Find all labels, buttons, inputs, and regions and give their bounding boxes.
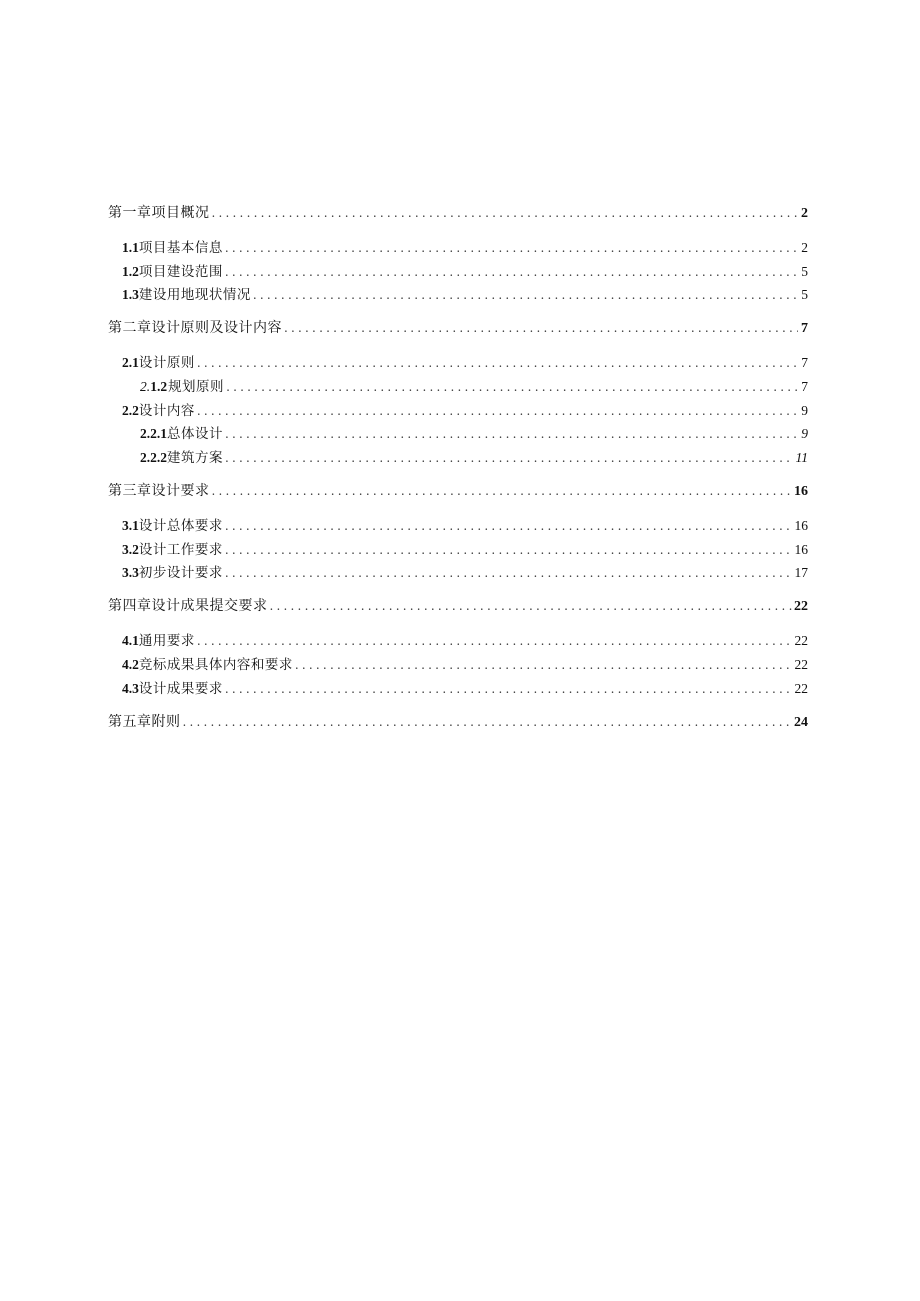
toc-entry-title: 设计工作要求 — [138, 541, 223, 558]
dot-leader — [225, 515, 793, 539]
dot-leader — [225, 423, 798, 447]
toc-entry-number: 2.2.1 — [140, 426, 167, 442]
toc-entry-page: 16 — [794, 541, 808, 557]
toc-entry-title: 初步设计要求 — [138, 565, 223, 582]
toc-entry-number: 2.1 — [122, 355, 139, 371]
toc-entry-page: 7 — [801, 379, 808, 395]
dot-leader — [197, 630, 793, 654]
toc-entry-title: 规划原则 — [168, 379, 225, 396]
toc-entry-title: 设计原则 — [138, 355, 195, 372]
toc-entry-title: 设计成果要求 — [138, 680, 223, 697]
toc-entry-number: 1.1 — [122, 240, 139, 256]
toc-entry-number: 4.1 — [122, 633, 139, 649]
dot-leader — [183, 711, 793, 735]
toc-entry-title: 建设用地现状情况 — [138, 287, 251, 304]
toc-section-2-2[interactable] — [108, 399, 808, 423]
toc-entry-title: 设计总体要求 — [138, 518, 223, 535]
toc-section-1-1[interactable] — [108, 236, 808, 260]
toc-entry-page: 5 — [801, 263, 808, 279]
toc-section-2-2-2[interactable] — [108, 446, 808, 470]
dot-leader — [197, 400, 798, 424]
toc-entry-title: 总体设计 — [167, 426, 223, 443]
toc-entry-title: 设计内容 — [138, 402, 195, 419]
toc-entry-title: 第五章附则 — [108, 713, 181, 730]
dot-leader — [225, 237, 798, 261]
toc-entry-number: 2.2 — [122, 402, 139, 418]
toc-chapter-2[interactable] — [108, 317, 808, 341]
toc-entry-page: 22 — [794, 657, 808, 672]
toc-entry-number: 3.3 — [122, 565, 139, 581]
toc-section-3-3[interactable] — [108, 561, 808, 585]
toc-entry-number: 4.2 — [122, 657, 139, 672]
toc-entry-page: 22 — [794, 599, 808, 615]
toc-entry-number: 1.3 — [122, 287, 139, 303]
toc-entry-page: 2 — [801, 240, 808, 256]
toc-chapter-3[interactable] — [108, 480, 808, 504]
toc-entry-number: 3.1 — [122, 518, 139, 534]
dot-leader — [225, 678, 793, 702]
toc-entry-page: 2 — [801, 206, 808, 221]
toc-section-2-2-1[interactable] — [108, 422, 808, 446]
toc-chapter-1[interactable] — [108, 202, 808, 226]
dot-leader — [225, 539, 793, 563]
toc-section-2-1-2[interactable] — [108, 375, 808, 399]
toc-entry-page: 16 — [794, 518, 808, 534]
toc-chapter-4[interactable] — [108, 595, 808, 619]
toc-entry-number: 3.2 — [122, 541, 139, 557]
dot-leader — [225, 447, 794, 471]
toc-section-4-1[interactable] — [108, 629, 808, 653]
toc-entry-page: 7 — [801, 321, 808, 337]
toc-entry-page: 17 — [794, 565, 808, 581]
dot-leader — [295, 654, 793, 678]
toc-entry-subnumber: 1.2 — [150, 379, 168, 395]
toc-entry-number: 2. — [140, 379, 151, 395]
toc-entry-page: 9 — [801, 402, 808, 418]
toc-section-3-2[interactable] — [108, 538, 808, 562]
toc-entry-title: 第二章设计原则及设计内容 — [108, 320, 282, 337]
toc-entry-page: 16 — [794, 483, 808, 499]
toc-entry-title: 建筑方案 — [167, 449, 223, 466]
toc-entry-title: 竞标成果具体内容和要求 — [138, 657, 293, 673]
dot-leader — [270, 595, 793, 619]
toc-entry-title: 第三章设计要求 — [108, 482, 210, 499]
toc-section-4-3[interactable] — [108, 677, 808, 701]
dot-leader — [226, 376, 798, 400]
toc-entry-number: 2.2.2 — [140, 449, 167, 465]
dot-leader — [225, 261, 798, 285]
dot-leader — [212, 202, 799, 226]
dot-leader — [225, 562, 793, 586]
toc-entry-page: 11 — [795, 449, 808, 465]
toc-section-4-2[interactable] — [108, 653, 808, 677]
toc-entry-page: 5 — [801, 287, 808, 303]
dot-leader — [253, 284, 798, 308]
dot-leader — [284, 317, 798, 341]
dot-leader — [212, 480, 793, 504]
toc-section-1-3[interactable] — [108, 283, 808, 307]
toc-entry-title: 项目基本信息 — [138, 240, 223, 257]
toc-entry-number: 1.2 — [122, 263, 139, 279]
toc-section-2-1[interactable] — [108, 351, 808, 375]
toc-section-3-1[interactable] — [108, 514, 808, 538]
toc-entry-page: 22 — [794, 680, 808, 696]
dot-leader — [197, 352, 798, 376]
toc-chapter-5[interactable] — [108, 711, 808, 735]
toc-entry-title: 通用要求 — [138, 633, 195, 650]
table-of-contents — [108, 202, 808, 734]
toc-entry-page: 9 — [801, 426, 808, 442]
toc-entry-page: 22 — [794, 633, 808, 649]
toc-entry-title: 第四章设计成果提交要求 — [108, 598, 268, 615]
toc-entry-page: 7 — [801, 355, 808, 371]
toc-section-1-2[interactable] — [108, 260, 808, 284]
toc-entry-page: 24 — [794, 714, 808, 730]
toc-entry-title: 项目建设范围 — [138, 263, 223, 280]
toc-entry-number: 4.3 — [122, 680, 139, 696]
toc-entry-title: 第一章项目概况 — [108, 205, 210, 221]
